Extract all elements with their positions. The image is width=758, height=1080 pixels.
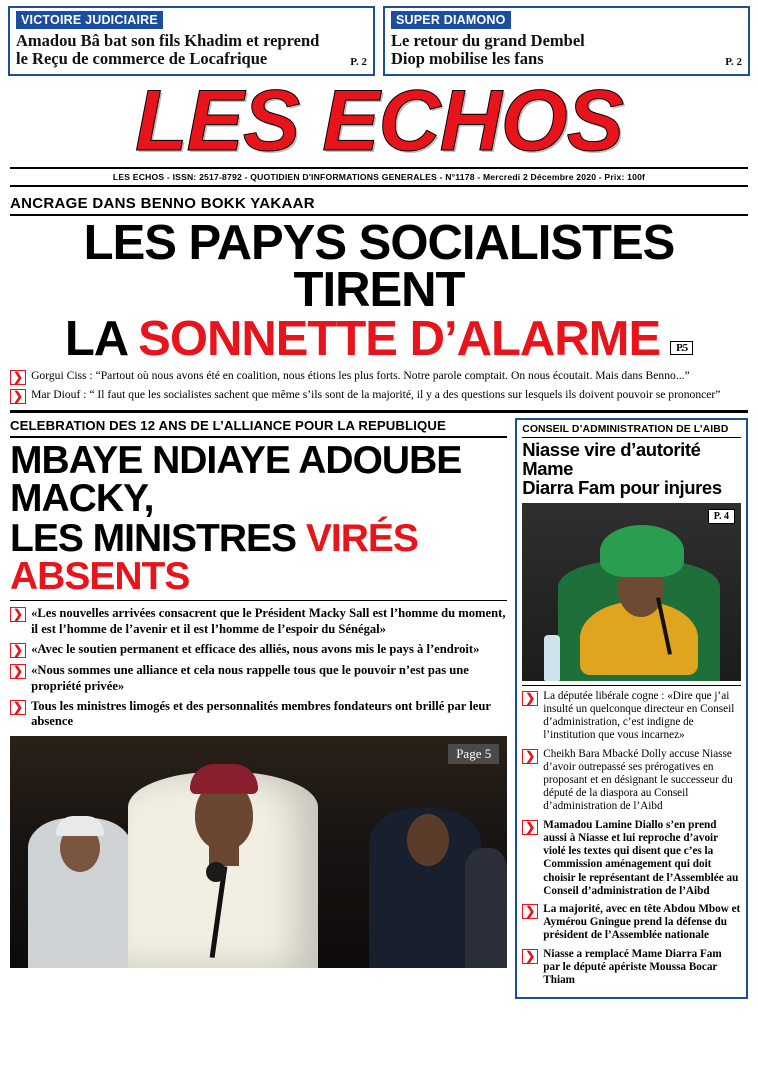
top-teasers: [8, 0, 750, 76]
main-story-bullet-text: «Les nouvelles arrivées consacrent que le Président Macky Sall est l’homme du moment, il est l’homme de l’avenir et il est l’homme de l’espoir du Sénégal»: [31, 606, 506, 636]
right-story-bullet-text: Cheikh Bara Mbacké Dolly accuse Niasse d’avoir outrepassé ses prérogatives en proposant et en désignant le successeur du député de la diaspora au Conseil d’administration de l’Aibd: [543, 747, 733, 813]
teaser-right-kicker: SUPER DIAMONO: [391, 11, 511, 29]
arrow-right-icon: ❯: [10, 370, 26, 385]
arrow-right-icon: ❯: [522, 691, 538, 706]
main-story-headline-line2: [10, 516, 507, 598]
teaser-left-body: [16, 32, 367, 69]
lead-headline-line2: [10, 312, 748, 367]
right-story: [515, 418, 748, 999]
right-story-bullet: [522, 948, 741, 988]
main-story-bullet-text: «Avec le soutien permanent et efficace des alliés, nous avons mis le pays à l’endroit»: [31, 642, 480, 657]
teaser-right-line2: Diop mobilise les fans: [391, 49, 544, 69]
teaser-box-left[interactable]: [8, 6, 375, 76]
right-story-bullet: [522, 690, 741, 743]
lead-headline-line2-black: LA: [64, 312, 129, 367]
main-story-bullet: [10, 642, 507, 658]
main-story-photo-wrap: [10, 736, 507, 968]
photo-figure-right-head: [407, 814, 449, 866]
right-story-bullet: [522, 819, 741, 898]
main-story: [10, 418, 507, 999]
teaser-right-page: P. 2: [725, 55, 742, 68]
lead-headline-line1: LES PAPYS SOCIALISTES TIRENT: [83, 216, 675, 318]
main-story-kicker: CELEBRATION DES 12 ANS DE L’ALLIANCE POUR LA REPUBLIQUE: [10, 418, 446, 434]
right-story-kicker: CONSEIL D’ADMINISTRATION DE L’AIBD: [522, 424, 729, 436]
lead-bullet-text: Mar Diouf : “ Il faut que les socialistes sachent que même s’ils sont de la majorité, il y a des questions sur lesquels ils doivent pouvoir se prononcer”: [31, 388, 721, 402]
lead-bullet: [10, 369, 748, 385]
main-story-bullet-text: Tous les ministres limogés et des personnalités membres fondateurs ont brillé par leur absence: [31, 698, 491, 729]
lead-bullets: [10, 369, 748, 404]
main-story-kicker-rule: [10, 436, 507, 438]
masthead: [8, 72, 750, 187]
right-story-bullet-text: La majorité, avec en tête Abdou Mbow et Aymérou Gningue prend la défense du président de l’Assemblée nationale: [543, 903, 741, 942]
teaser-box-right[interactable]: [383, 6, 750, 76]
right-story-bullets: [522, 690, 741, 988]
arrow-right-icon: ❯: [522, 949, 538, 964]
teaser-left-kicker: VICTOIRE JUDICIAIRE: [16, 11, 163, 29]
right-story-bullet-text: La députée libérale cogne : «Dire que j’ai insulté un quelconque directeur en Conseil d’administration, c’est indigne de l’institution que vous incarnez»: [543, 689, 735, 742]
main-story-bullets: [10, 606, 507, 729]
teaser-left-line2: le Reçu de commerce de Locafrique: [16, 49, 268, 69]
teaser-left-page: P. 2: [350, 55, 367, 68]
arrow-right-icon: ❯: [522, 749, 538, 764]
lead-bullet-text: Gorgui Ciss : “Partout où nous avons été en coalition, nous étions les plus forts. Notre parole comptait. On nous écoutait. Mais dans Benno...”: [31, 369, 690, 383]
arrow-right-icon: ❯: [10, 389, 26, 404]
lower-columns: [8, 418, 750, 999]
right-story-headline-line1: Niasse vire d’autorité Mame: [522, 439, 701, 479]
teaser-right-line1: Le retour du grand Dembel: [391, 31, 585, 50]
right-story-headline-line2: Diarra Fam pour injures: [522, 476, 722, 498]
photo-figure-main-cap: [190, 764, 258, 794]
arrow-right-icon: ❯: [10, 643, 26, 658]
right-story-bullet: [522, 903, 741, 943]
main-story-rule: [10, 600, 507, 601]
lead-story: [8, 187, 750, 413]
water-bottle-icon: [544, 635, 560, 681]
right-story-photo: [522, 503, 741, 681]
photo-figure-far-right: [465, 848, 507, 968]
arrow-right-icon: ❯: [522, 904, 538, 919]
arrow-right-icon: ❯: [10, 700, 26, 715]
right-story-page-badge[interactable]: P. 4: [708, 509, 735, 524]
masthead-title: LES ECHOS: [135, 72, 623, 169]
teaser-right-body: [391, 32, 742, 69]
photo-figure-left-cap: [56, 816, 104, 836]
lead-page-badge[interactable]: P.5: [670, 341, 693, 356]
right-story-bullet-text: Niasse a remplacé Mame Diarra Fam par le député apériste Moussa Bocar Thiam: [543, 947, 722, 987]
lead-kicker: ANCRAGE DANS BENNO BOKK YAKAAR: [10, 195, 315, 213]
main-story-headline-line1: MBAYE NDIAYE ADOUBE MACKY,: [10, 439, 462, 520]
lead-headline-line2-red: SONNETTE D’ALARME: [138, 312, 661, 367]
main-story-headline-line2-red: VIRÉS ABSENTS: [10, 516, 418, 598]
right-story-kicker-rule: [522, 437, 741, 438]
right-photo-figure-headwrap: [600, 525, 684, 577]
arrow-right-icon: ❯: [10, 664, 26, 679]
lead-bullet: [10, 388, 748, 404]
section-divider: [10, 410, 748, 413]
main-story-bullet: [10, 606, 507, 637]
microphone-icon: [206, 862, 226, 882]
right-story-bullet-text: Mamadou Lamine Diallo s’en prend aussi à Niasse et lui reproche d’avoir violé les textes qui disent que c’es la Commission aménagement qui doit choisir le représentant de l’Assemblée au Conseil d’administration de l’Aibd: [543, 818, 739, 897]
main-story-bullet: [10, 663, 507, 694]
main-story-headline-line2-black: LES MINISTRES: [10, 516, 297, 560]
main-story-bullet-text: «Nous sommes une alliance et cela nous rappelle tous que le pouvoir n’est pas une propriété privée»: [31, 663, 469, 693]
right-story-bullet: [522, 748, 741, 814]
right-story-rule: [522, 685, 741, 686]
teaser-left-line1: Amadou Bâ bat son fils Khadim et reprend: [16, 31, 320, 50]
arrow-right-icon: ❯: [522, 820, 538, 835]
main-story-photo: [10, 736, 507, 968]
arrow-right-icon: ❯: [10, 607, 26, 622]
masthead-imprint: LES ECHOS - ISSN: 2517-8792 - QUOTIDIEN D'INFORMATIONS GENERALES - N°1178 - Mercredi 2 Décembre 2020 - Prix: 100f: [112, 172, 646, 183]
main-story-photo-page-tag[interactable]: Page 5: [448, 744, 499, 764]
main-story-bullet: [10, 699, 507, 730]
